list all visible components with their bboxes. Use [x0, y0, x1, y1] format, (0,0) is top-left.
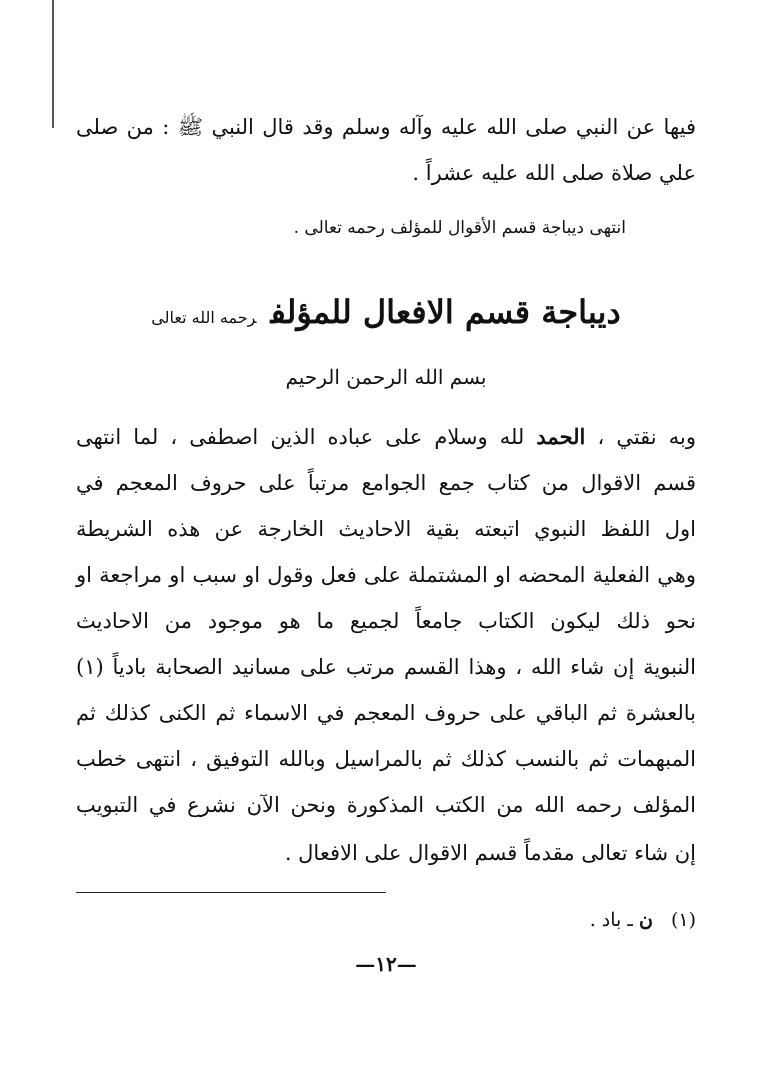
- document-page: [76, 0, 696, 1080]
- intro-line-1: فيها عن النبي صلى الله عليه وآله وسلم وقد قال النبي ﷺ : من صلى: [76, 115, 696, 139]
- margin-rule: [52, 0, 54, 128]
- body-line-5: نحو ذلك ليكون الكتاب جامعاً لجميع ما هو موجود من الاحاديث: [76, 609, 696, 633]
- closing-note: انتهى ديباجة قسم الأقوال للمؤلف رحمه تعالى .: [293, 218, 626, 238]
- body-line-1: [76, 422, 696, 452]
- basmala: بسم الله الرحمن الرحيم: [285, 365, 487, 389]
- footnote-text: ـ باد .: [589, 909, 639, 931]
- footnote-code: ن: [638, 909, 653, 931]
- page-number: —١٢—: [355, 952, 417, 976]
- footnote: [590, 906, 696, 934]
- body-line-2: قسم الاقوال من كتاب جمع الجوامع مرتباً على حروف المعجم في: [76, 471, 696, 495]
- body-line-7: بالعشرة ثم الباقي على حروف المعجم في الاسماء ثم الكنى كذلك ثم: [76, 701, 696, 725]
- body-line-1-start: وبه نقتي ،: [585, 425, 696, 449]
- intro-line-2: علي صلاة صلى الله عليه عشراً .: [412, 161, 696, 185]
- body-line-1-bold: الحمد: [536, 424, 586, 449]
- footnote-ref: (١): [670, 909, 696, 931]
- heading-title: ديباجة قسم الافعال للمؤلف: [270, 293, 621, 331]
- body-line-9: المؤلف رحمه الله من الكتب المذكورة ونحن الآن نشرع في التبويب: [76, 793, 696, 817]
- footnote-divider: [76, 892, 386, 893]
- body-line-4: وهي الفعلية المحضه او المشتملة على فعل وقول او سبب او مراجعة او: [76, 563, 696, 587]
- body-line-1-end: لله وسلام على عباده الذين اصطفى ، لما انتهى: [76, 425, 537, 449]
- heading-subtitle: رحمه الله تعالى: [151, 308, 257, 327]
- body-line-3: اول اللفظ النبوي اتبعته بقية الاحاديث الخارجة عن هذه الشريطة: [76, 517, 696, 541]
- body-line-6: النبوية إن شاء الله ، وهذا القسم مرتب على مسانيد الصحابة بادياً (١): [76, 655, 696, 679]
- body-line-8: المبهمات ثم بالنسب كذلك ثم بالمراسيل وبالله التوفيق ، انتهى خطب: [76, 747, 696, 771]
- body-line-10: إن شاء تعالى مقدماً قسم الاقوال على الافعال .: [284, 841, 696, 865]
- section-heading: [76, 290, 696, 334]
